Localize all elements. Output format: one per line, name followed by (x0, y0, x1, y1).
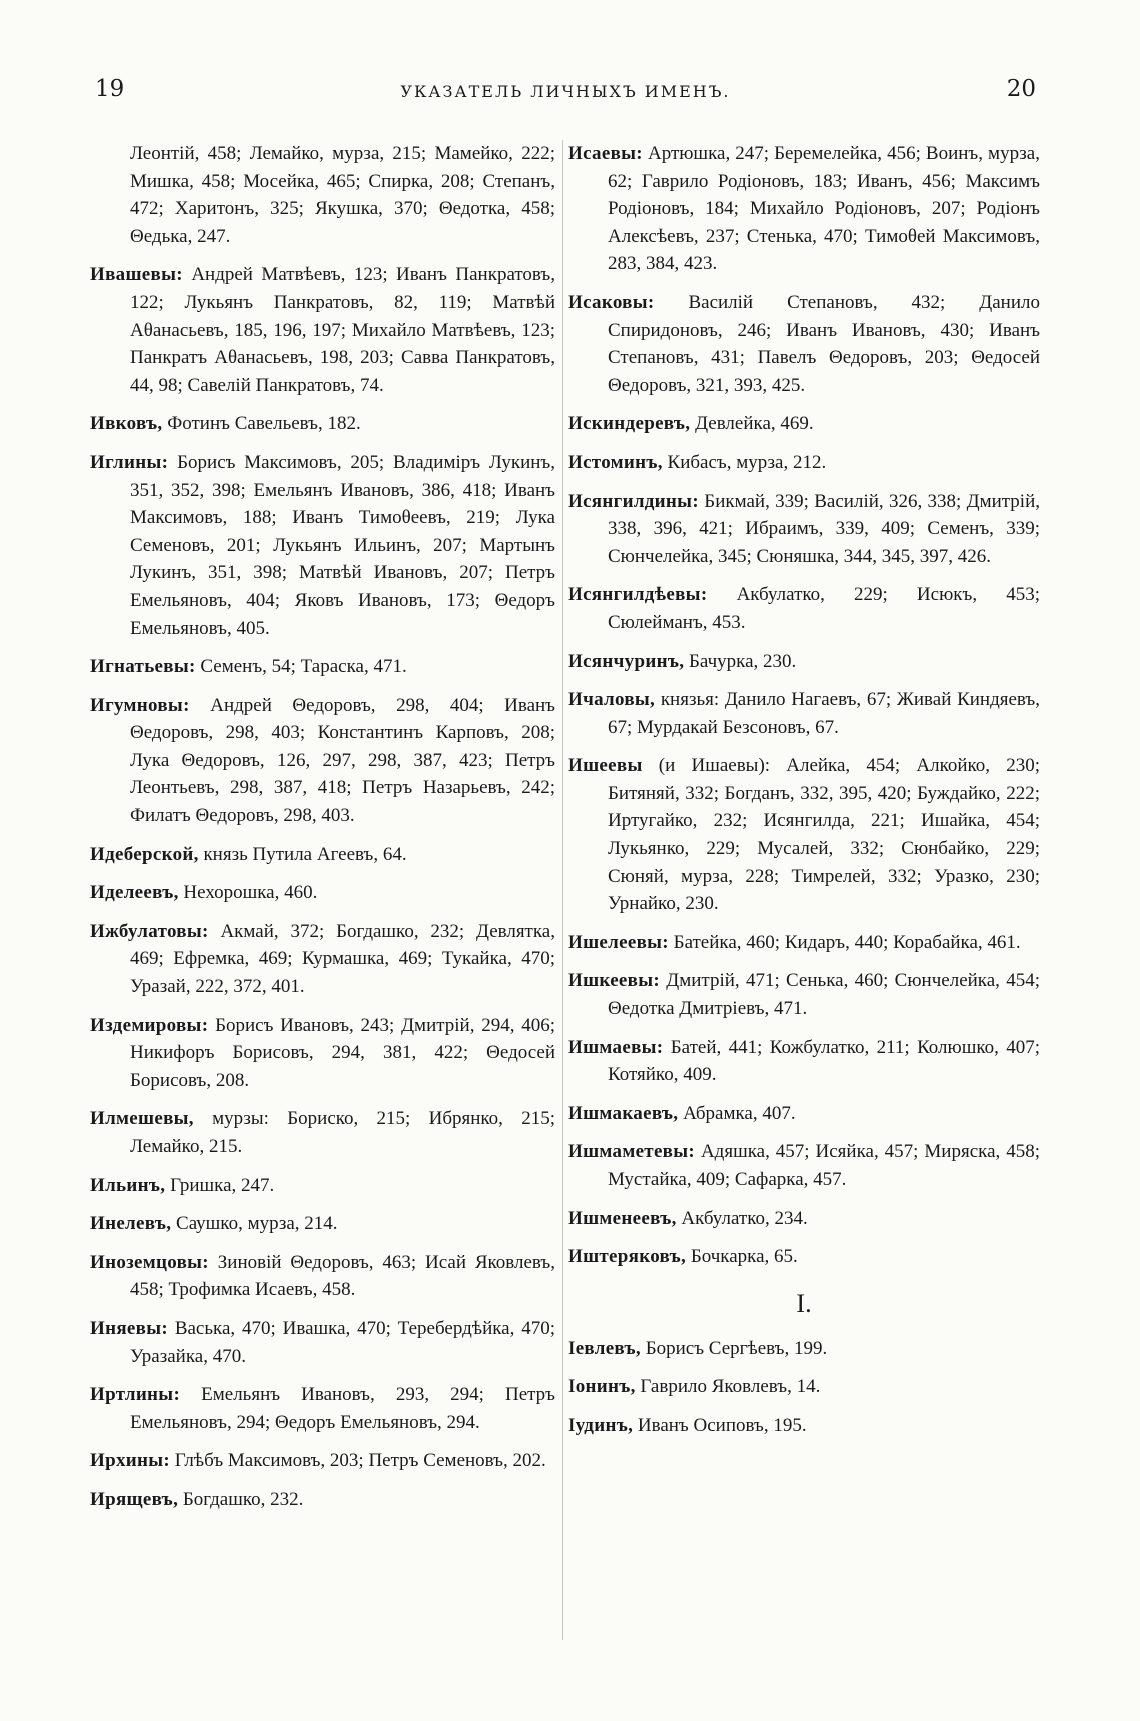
entry-text: Бачурка, 230. (689, 650, 797, 672)
entry-text: князья: Данило Нагаевъ, 67; Живай Киндяевъ, 67; Мурдакай Безсоновъ, 67. (608, 689, 1041, 738)
entry-surname: Іудинъ, (568, 1414, 634, 1436)
entry-surname: Іевлевъ, (568, 1337, 641, 1359)
entry-text: Фотинъ Савельевъ, 182. (167, 413, 361, 435)
entry-text: Артюшка, 247; Беремелейка, 456; Воинъ, мурза, 62; Гаврило Родіоновъ, 183; Иванъ, 456; Максимъ Родіоновъ, 184; Михайло Родіоновъ, 207; Родіонъ Алексѣевъ, 237; Стенька, 470; Тимоθей Максимовъ, 283, 384, 423. (608, 143, 1040, 275)
index-entry (568, 581, 1040, 636)
entry-text: Васька, 470; Ивашка, 470; Теребердѣйка, 470; Уразайка, 470. (130, 1317, 555, 1367)
index-entry (90, 1105, 555, 1160)
right-entry-list (568, 140, 1040, 1271)
entry-surname: Исянгилдины: (568, 490, 699, 512)
index-entry (90, 918, 555, 1001)
entry-text: Семенъ, 54; Тараска, 471. (200, 656, 407, 678)
index-entry (568, 140, 1040, 278)
entry-text: Борисъ Ивановъ, 243; Дмитрій, 294, 406; Никифоръ Борисовъ, 294, 381, 422; Θедосей Борисовъ, 208. (130, 1014, 555, 1091)
entry-surname: Ирящевъ, (90, 1488, 179, 1510)
index-entry (90, 841, 555, 869)
entry-surname: Исаевы: (568, 143, 643, 164)
entry-text: Абрамка, 407. (683, 1102, 796, 1124)
entry-surname: Ишкеевы: (568, 970, 660, 992)
entry-text: мурзы: Бориско, 215; Ибрянко, 215; Лемайко, 215. (130, 1108, 556, 1157)
entry-text: Иванъ Осиповъ, 195. (637, 1414, 807, 1436)
index-entry (568, 1138, 1040, 1193)
index-entry (90, 449, 555, 642)
entry-surname: Ишелеевы: (568, 931, 669, 953)
index-entry (90, 1315, 555, 1370)
entry-surname: Иглины: (90, 451, 169, 473)
index-entry (568, 449, 1040, 477)
index-entry (90, 261, 555, 399)
entry-text: Акмай, 372; Богдашко, 232; Девлятка, 469; Ефремка, 469; Курмашка, 469; Тукайка, 470; Уразай, 222, 372, 401. (130, 920, 555, 998)
entry-surname: Ичаловы, (568, 689, 656, 711)
index-entry (568, 648, 1040, 676)
index-entry (90, 410, 555, 438)
left-column (90, 140, 555, 1525)
index-entry (90, 692, 555, 830)
entry-surname: Ишеевы (568, 755, 643, 777)
index-entry (90, 1172, 555, 1200)
entry-surname: Ишмакаевъ, (568, 1102, 679, 1124)
index-entry (568, 488, 1040, 571)
entry-text: Андрей Θедоровъ, 298, 404; Иванъ Θедоровъ, 298, 403; Константинъ Карповъ, 208; Лука Θедоровъ, 126, 297, 298, 387, 423; Петръ Леонтьевъ, 298, 387, 418; Петръ Назарьевъ, 242; Филатъ Θедоровъ, 298, 403. (130, 694, 556, 827)
index-entry (90, 1381, 555, 1436)
index-entry (568, 686, 1040, 741)
column-divider (562, 140, 563, 1640)
page-number-left: 19 (95, 76, 125, 102)
entry-surname: Ивашевы: (90, 264, 183, 286)
entry-surname: Ишмаевы: (568, 1036, 664, 1058)
entry-text: Саушко, мурза, 214. (176, 1213, 338, 1235)
continuation-entry: Леонтій, 458; Лемайко, мурза, 215; Мамейко, 222; Мишка, 458; Мосейка, 465; Спирка, 208; Степанъ, 472; Харитонъ, 325; Якушка, 370; Θедотка, 458; Θедька, 247. (130, 143, 555, 247)
entry-surname: Ишменеевъ, (568, 1207, 677, 1229)
index-entry (568, 1335, 1040, 1363)
entry-text: Зиновій Θедоровъ, 463; Исай Яковлевъ, 458; Трофимка Исаевъ, 458. (130, 1251, 555, 1301)
entry-surname: Иняевы: (90, 1317, 168, 1339)
index-entry (568, 1412, 1040, 1440)
entry-surname: Иртлины: (90, 1384, 181, 1406)
entry-text: князь Путила Агеевъ, 64. (203, 843, 407, 865)
entry-surname: Издемировы: (90, 1014, 209, 1036)
page-header (95, 76, 1036, 116)
entry-surname: Игумновы: (90, 694, 190, 716)
entry-surname: Истоминъ, (568, 451, 663, 473)
index-entry (568, 1243, 1040, 1271)
entry-surname: Идеберской, (90, 843, 199, 865)
entry-text: Акбулатко, 229; Исюкъ, 453; Сюлейманъ, 453. (608, 584, 1040, 633)
index-entry (568, 929, 1040, 957)
entry-surname: Ирхины: (90, 1450, 171, 1472)
entry-text: Борисъ Сергѣевъ, 199. (645, 1337, 828, 1359)
entry-surname: Исянгилдѣевы: (568, 584, 708, 606)
entry-surname: Искиндеревъ, (568, 413, 691, 435)
entry-text: Адяшка, 457; Исяйка, 457; Миряска, 458; Мустайка, 409; Сафарка, 457. (608, 1141, 1040, 1190)
entry-text: Глѣбъ Максимовъ, 203; Петръ Семеновъ, 202. (174, 1450, 546, 1472)
entry-text: Кибасъ, мурза, 212. (667, 451, 827, 473)
entry-text: Богдашко, 232. (182, 1488, 304, 1510)
entry-surname: Иштеряковъ, (568, 1246, 687, 1268)
entry-text: Девлейка, 469. (695, 413, 814, 435)
entry-text: Бочкарка, 65. (690, 1246, 798, 1268)
entry-text: Батей, 441; Кожбулатко, 211; Колюшко, 407; Котяйко, 409. (608, 1036, 1041, 1086)
index-entry (568, 1373, 1040, 1401)
section-entry-list (568, 1335, 1040, 1440)
entry-text: (и Ишаевы): Алейка, 454; Алкойко, 230; Битяняй, 332; Богданъ, 332, 395, 420; Буждайко, 222; Иртугайко, 232; Исянгилда, 221; Ишайка, 454; Лукьянко, 229; Мусалей, 332; Сюнбайко, 229; Сюняй, мурза, 228; Тимрелей, 332; Уразко, 230; Урнайко, 230. (608, 755, 1040, 915)
entry-surname: Іонинъ, (568, 1376, 636, 1398)
entry-text: Гришка, 247. (170, 1174, 275, 1196)
index-entry (90, 1447, 555, 1475)
index-entry (90, 1210, 555, 1238)
entry-surname: Ишмаметевы: (568, 1141, 695, 1163)
page-number-right: 20 (1006, 76, 1036, 102)
entry-surname: Иноземцовы: (90, 1251, 209, 1273)
entry-surname: Инелевъ, (90, 1213, 172, 1235)
index-entry (568, 1034, 1040, 1089)
entry-surname: Исаковы: (568, 291, 655, 313)
index-entry (568, 410, 1040, 438)
index-entry (90, 1012, 555, 1095)
running-title: УКАЗАТЕЛЬ ЛИЧНЫХЪ ИМЕНЪ. (400, 82, 731, 101)
left-entry-list (90, 261, 555, 1513)
index-entry (568, 1205, 1040, 1233)
entry-text: Андрей Матвѣевъ, 123; Иванъ Панкратовъ, 122; Лукьянъ Панкратовъ, 82, 119; Матвѣй Аθанасьевъ, 185, 196, 197; Михайло Матвѣевъ, 123; Панкратъ Аθанасьевъ, 198, 203; Савва Панкратовъ, 44, 98; Савелій Панкратовъ, 74. (130, 264, 556, 396)
index-entry (568, 1100, 1040, 1128)
index-entry (568, 289, 1040, 399)
index-entry (90, 879, 555, 907)
index-entry (90, 1249, 555, 1304)
index-entry (90, 653, 555, 681)
entry-text: Борисъ Максимовъ, 205; Владиміръ Лукинъ, 351, 352, 398; Емельянъ Ивановъ, 386, 418; Иванъ Максимовъ, 188; Иванъ Тимоθеевъ, 219; Лука Семеновъ, 201; Лукьянъ Ильинъ, 207; Мартынъ Лукинъ, 351, 398; Матвѣй Ивановъ, 207; Петръ Емельяновъ, 404; Яковъ Ивановъ, 173; Θедоръ Емельяновъ, 405. (130, 451, 555, 639)
entry-text: Гаврило Яковлевъ, 14. (640, 1376, 821, 1398)
entry-surname: Илмешевы, (90, 1108, 194, 1130)
entry-text: Акбулатко, 234. (681, 1207, 808, 1229)
entry-text: Василій Степановъ, 432; Данило Спиридоновъ, 246; Иванъ Ивановъ, 430; Иванъ Степановъ, 431; Павелъ Θедоровъ, 203; Θедосей Θедоровъ, 321, 393, 425. (608, 291, 1040, 396)
section-letter: I. (796, 1288, 812, 1318)
entry-text: Дмитрій, 471; Сенька, 460; Сюнчелейка, 454; Θедотка Дмитріевъ, 471. (608, 970, 1040, 1020)
entry-text: Емельянъ Ивановъ, 293, 294; Петръ Емельяновъ, 294; Θедоръ Емельяновъ, 294. (130, 1384, 555, 1433)
entry-surname: Игнатьевы: (90, 656, 196, 678)
index-entry (568, 752, 1040, 918)
index-entry (90, 1486, 555, 1514)
entry-surname: Ижбулатовы: (90, 920, 209, 942)
entry-text: Нехорошка, 460. (183, 882, 318, 904)
index-entry (568, 967, 1040, 1022)
entry-surname: Ивковъ, (90, 413, 163, 435)
entry-text: Бикмай, 339; Василій, 326, 338; Дмитрій, 338, 396, 421; Ибраимъ, 339, 409; Семенъ, 339; Сюнчелейка, 345; Сюняшка, 344, 345, 397, 426. (608, 490, 1041, 567)
right-column (568, 140, 1040, 1451)
entry-surname: Исянчуринъ, (568, 650, 685, 672)
entry-surname: Иделеевъ, (90, 882, 179, 904)
entry-text: Батейка, 460; Кидаръ, 440; Корабайка, 461. (673, 931, 1021, 953)
entry-surname: Ильинъ, (90, 1174, 166, 1196)
